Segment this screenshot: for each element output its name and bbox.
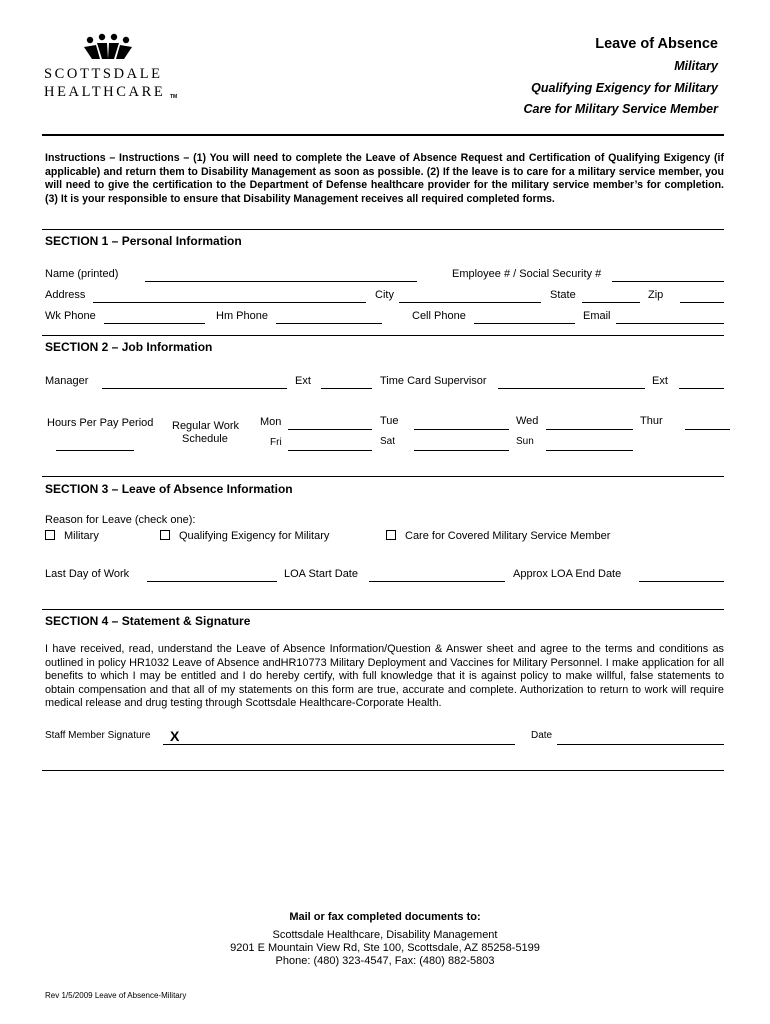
mon-field[interactable] bbox=[288, 429, 372, 430]
section4-divider bbox=[42, 609, 724, 610]
manager-field[interactable] bbox=[102, 388, 287, 389]
date-label: Date bbox=[531, 730, 553, 741]
zip-field[interactable] bbox=[680, 302, 724, 303]
sun-label: Sun bbox=[516, 436, 534, 447]
hm-phone-field[interactable] bbox=[276, 323, 382, 324]
sat-label: Sat bbox=[380, 436, 396, 447]
form-subtitle-military: Military bbox=[674, 59, 718, 73]
staff-signature-label: Staff Member Signature bbox=[45, 730, 151, 741]
section4-bottom-divider bbox=[42, 770, 724, 771]
email-label: Email bbox=[583, 310, 611, 322]
schedule-label: Schedule bbox=[182, 433, 228, 445]
tue-label: Tue bbox=[380, 415, 399, 427]
form-subtitle-exigency: Qualifying Exigency for Military bbox=[531, 81, 718, 95]
wed-label: Wed bbox=[516, 415, 539, 427]
hours-per-pay-period-field[interactable] bbox=[56, 450, 134, 451]
header-divider bbox=[42, 134, 724, 136]
care-service-member-checkbox[interactable] bbox=[386, 530, 396, 540]
last-day-of-work-field[interactable] bbox=[147, 581, 277, 582]
section4-heading: SECTION 4 – Statement & Signature bbox=[45, 614, 251, 628]
option-military[interactable] bbox=[45, 530, 99, 542]
timecard-supervisor-field[interactable] bbox=[498, 388, 645, 389]
section3-heading: SECTION 3 – Leave of Absence Information bbox=[45, 482, 293, 496]
hours-per-pay-period-label: Hours Per Pay Period bbox=[47, 417, 154, 429]
mail-organization: Scottsdale Healthcare, Disability Management bbox=[272, 929, 498, 941]
option-care-for-service-member[interactable] bbox=[386, 530, 610, 542]
wk-phone-label: Wk Phone bbox=[45, 310, 96, 322]
reason-for-leave-label: Reason for Leave (check one): bbox=[45, 514, 196, 526]
section2-divider bbox=[42, 335, 724, 336]
military-checkbox[interactable] bbox=[45, 530, 55, 540]
fri-field[interactable] bbox=[288, 450, 372, 451]
mail-phone-fax: Phone: (480) 323-4547, Fax: (480) 882-5803 bbox=[275, 955, 495, 967]
military-option-label: Military bbox=[64, 530, 99, 542]
section3-divider bbox=[42, 476, 724, 477]
qualifying-exigency-option-label: Qualifying Exigency for Military bbox=[179, 530, 330, 542]
wed-field[interactable] bbox=[546, 429, 633, 430]
section2-heading: SECTION 2 – Job Information bbox=[45, 340, 213, 354]
email-field[interactable] bbox=[616, 323, 724, 324]
scottsdale-healthcare-logo-icon bbox=[80, 33, 136, 63]
name-field[interactable] bbox=[145, 281, 417, 282]
logo-text-line1: SCOTTSDALE bbox=[44, 66, 163, 82]
fri-label: Fri bbox=[270, 437, 282, 448]
manager-label: Manager bbox=[45, 375, 89, 387]
revision-note: Rev 1/5/2009 Leave of Absence-Military bbox=[45, 991, 187, 1000]
form-subtitle-care: Care for Military Service Member bbox=[523, 102, 718, 116]
manager-ext-label: Ext bbox=[295, 375, 311, 387]
timecard-supervisor-label: Time Card Supervisor bbox=[380, 375, 487, 387]
mon-label: Mon bbox=[260, 416, 282, 428]
cell-phone-field[interactable] bbox=[474, 323, 575, 324]
city-field[interactable] bbox=[399, 302, 541, 303]
loa-start-date-label: LOA Start Date bbox=[284, 568, 358, 580]
instructions-text: Instructions – Instructions – (1) You will need to complete the Leave of Absence Request and Certification of Qualifying Exigency (if applicable) and return them to Disability Management as soon as possible. (2) If the leave is to care for a military service member, you will need to give the certification to the Department of Defense healthcare provider for the military service member’s for completion. (3) It is your responsible to ensure that Disability Management receives all required completed forms. bbox=[45, 152, 724, 205]
employee-ssn-label: Employee # / Social Security # bbox=[452, 268, 602, 280]
form-title: Leave of Absence bbox=[595, 36, 718, 52]
cell-phone-label: Cell Phone bbox=[412, 310, 466, 322]
supervisor-ext-field[interactable] bbox=[679, 388, 724, 389]
logo-text-line2: HEALTHCARE bbox=[44, 84, 166, 100]
thur-field[interactable] bbox=[685, 429, 730, 430]
loa-end-date-label: Approx LOA End Date bbox=[513, 568, 622, 580]
name-label: Name (printed) bbox=[45, 268, 119, 280]
address-label: Address bbox=[45, 289, 86, 301]
sun-field[interactable] bbox=[546, 450, 633, 451]
address-field[interactable] bbox=[93, 302, 366, 303]
loa-start-date-field[interactable] bbox=[369, 581, 505, 582]
tue-field[interactable] bbox=[414, 429, 509, 430]
state-label: State bbox=[550, 289, 576, 301]
signature-x-mark: X bbox=[170, 728, 180, 744]
qualifying-exigency-checkbox[interactable] bbox=[160, 530, 170, 540]
city-label: City bbox=[375, 289, 394, 301]
wk-phone-field[interactable] bbox=[104, 323, 205, 324]
section1-divider bbox=[42, 229, 724, 230]
supervisor-ext-label: Ext bbox=[652, 375, 668, 387]
manager-ext-field[interactable] bbox=[321, 388, 372, 389]
staff-signature-field[interactable] bbox=[163, 744, 515, 745]
statement-text: I have received, read, understand the Leave of Absence Information/Question & Answer sheet and agree to the terms and conditions as outlined in policy HR1032 Leave of Absence andHR10773 Military Deployment and Vaccines for Military Personnel. I make application for all benefits to which I may be entitled and I do hereby certify, with full knowledge that it is against policy to make willful, false statements to obtain compensation and that all of my statements on this form are true, accurate and complete. Authorization to return to work will require medical release and drug testing through Scottsdale Healthcare-Corporate Health. bbox=[45, 643, 724, 709]
date-field[interactable] bbox=[557, 744, 724, 745]
thur-label: Thur bbox=[640, 415, 663, 427]
sat-field[interactable] bbox=[414, 450, 509, 451]
state-field[interactable] bbox=[582, 302, 640, 303]
mail-address: 9201 E Mountain View Rd, Ste 100, Scottsdale, AZ 85258-5199 bbox=[230, 942, 540, 954]
mail-heading: Mail or fax completed documents to: bbox=[289, 911, 481, 923]
last-day-of-work-label: Last Day of Work bbox=[45, 568, 130, 580]
employee-ssn-field[interactable] bbox=[612, 281, 724, 282]
logo-trademark: TM bbox=[170, 94, 178, 100]
section1-heading: SECTION 1 – Personal Information bbox=[45, 234, 242, 248]
loa-end-date-field[interactable] bbox=[639, 581, 724, 582]
regular-work-label: Regular Work bbox=[172, 420, 240, 432]
zip-label: Zip bbox=[648, 289, 664, 301]
hm-phone-label: Hm Phone bbox=[216, 310, 268, 322]
option-qualifying-exigency[interactable] bbox=[160, 530, 329, 542]
care-service-member-option-label: Care for Covered Military Service Member bbox=[405, 530, 611, 542]
